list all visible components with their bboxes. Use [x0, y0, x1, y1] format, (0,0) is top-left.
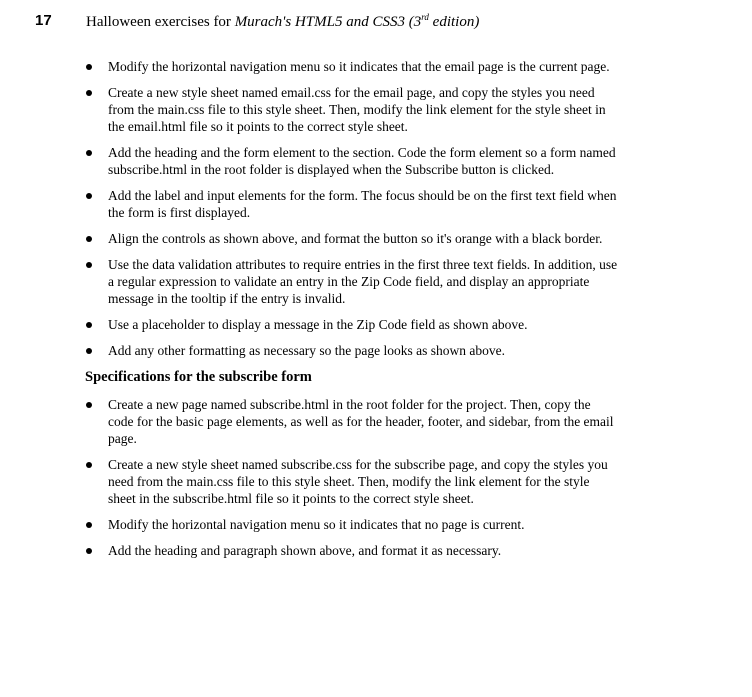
list-item: Modify the horizontal navigation menu so it indicates that the email page is the current page.: [108, 58, 618, 75]
list-item: Add any other formatting as necessary so the page looks as shown above.: [108, 342, 618, 359]
list-item: Use the data validation attributes to require entries in the first three text fields. In addition, use a regular expression to validate an entry in the Zip Code field, and display an appropriate message in the tooltip if the entry is invalid.: [108, 256, 618, 307]
bullet-icon: [86, 193, 92, 199]
list-item: Align the controls as shown above, and format the button so it's orange with a black border.: [108, 230, 618, 247]
bullet-icon: [86, 522, 92, 528]
page-content: [0, 58, 752, 568]
edition-superscript: rd: [421, 12, 429, 22]
list-item: Modify the horizontal navigation menu so it indicates that no page is current.: [108, 516, 618, 533]
list-item: Use a placeholder to display a message in the Zip Code field as shown above.: [108, 316, 618, 333]
list-item: Create a new style sheet named email.css for the email page, and copy the styles you need from the main.css file to this style sheet. Then, modify the link element for the style sheet in the email.html file so it points to the correct style sheet.: [108, 84, 618, 135]
bullet-icon: [86, 262, 92, 268]
book-title: [235, 14, 480, 30]
bullet-icon: [86, 348, 92, 354]
page-number: 17: [35, 12, 52, 29]
bullet-icon: [86, 462, 92, 468]
list-item: Create a new page named subscribe.html in the root folder for the project. Then, copy the code for the basic page elements, as well as for the header, footer, and sidebar, from the email page.: [108, 396, 618, 447]
running-title: [86, 12, 479, 32]
list-item: Add the heading and paragraph shown above, and format it as necessary.: [108, 542, 618, 559]
bullet-icon: [86, 548, 92, 554]
list-item: Add the label and input elements for the form. The focus should be on the first text field when the form is first displayed.: [108, 187, 618, 221]
bullet-icon: [86, 90, 92, 96]
bullet-icon: [86, 322, 92, 328]
title-prefix: Halloween exercises for: [86, 14, 235, 30]
section-heading: Specifications for the subscribe form: [85, 369, 312, 385]
title-suffix: edition): [428, 14, 480, 30]
email-page-list: [0, 58, 752, 359]
subscribe-form-list: [0, 396, 752, 559]
bullet-icon: [86, 150, 92, 156]
page-header: [0, 11, 752, 33]
bullet-icon: [86, 236, 92, 242]
list-item: Add the heading and the form element to the section. Code the form element so a form named subscribe.html in the root folder is displayed when the Subscribe button is clicked.: [108, 144, 618, 178]
bullet-icon: [86, 402, 92, 408]
book-title-text: Murach's HTML5 and CSS3 (3: [234, 14, 422, 30]
list-item: Create a new style sheet named subscribe.css for the subscribe page, and copy the styles you need from the main.css file to this style sheet. Then, modify the link element for the style sheet in the subscribe.html file so it points to the correct style sheet.: [108, 456, 618, 507]
bullet-icon: [86, 64, 92, 70]
